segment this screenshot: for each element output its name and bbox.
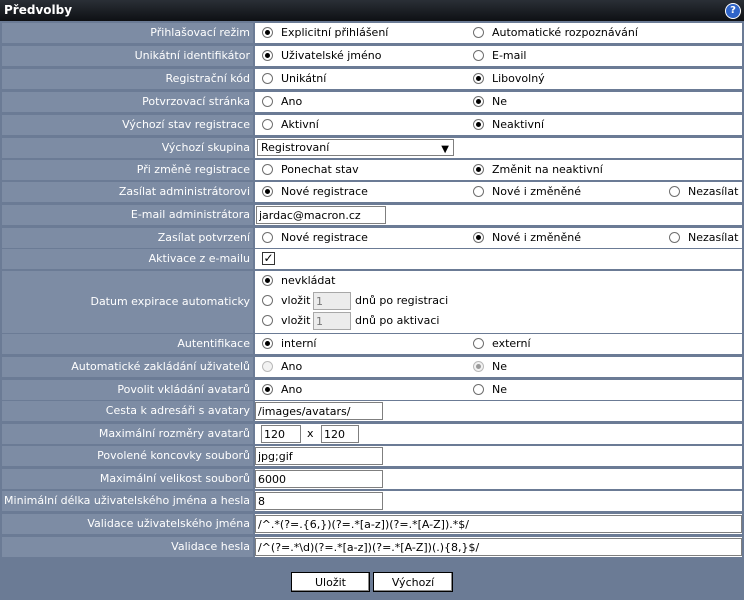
admin-email-input[interactable] xyxy=(256,206,386,224)
avatar-size-label: Maximální rozměry avatarů xyxy=(2,424,253,444)
login-mode-option-explicit: Explicitní přihlášení xyxy=(281,26,389,39)
login-mode-radio-auto[interactable] xyxy=(473,27,484,38)
password-validation-label: Validace hesla xyxy=(2,537,253,557)
send-confirm-radio-new[interactable] xyxy=(262,232,273,243)
file-ext-input[interactable] xyxy=(255,447,383,465)
allow-avatars-label: Povolit vkládání avatarů xyxy=(2,380,253,400)
login-mode-radio-explicit[interactable] xyxy=(262,27,273,38)
file-ext-field xyxy=(255,446,742,466)
reg-code-option-any: Libovolný xyxy=(492,72,545,85)
default-reg-state-option-active: Aktivní xyxy=(281,118,319,131)
file-ext-label: Povolené koncovky souborů xyxy=(2,446,253,466)
window-title: Předvolby xyxy=(4,3,73,17)
auto-create-field xyxy=(255,357,742,377)
send-confirm-option-new: Nové registrace xyxy=(281,231,368,244)
reg-code-radio-any[interactable] xyxy=(473,73,484,84)
reg-code-option-unique: Unikátní xyxy=(281,72,327,85)
send-admin-radio-new[interactable] xyxy=(262,186,273,197)
send-confirm-option-new-changed: Nové i změněné xyxy=(492,231,582,244)
confirm-page-option-yes: Ano xyxy=(281,95,303,108)
auto-create-radio-no[interactable] xyxy=(473,361,484,372)
help-icon[interactable]: ? xyxy=(725,3,741,19)
unique-id-field xyxy=(255,46,742,66)
reg-code-radio-unique[interactable] xyxy=(262,73,273,84)
default-group-label: Výchozí skupina xyxy=(2,138,253,158)
min-length-label: Minimální délka uživatelského jména a hesla xyxy=(2,491,253,511)
default-reg-state-label: Výchozí stav registrace xyxy=(2,115,253,135)
default-group-select[interactable] xyxy=(257,139,454,156)
send-confirm-radio-none[interactable] xyxy=(669,232,680,243)
confirm-page-radio-no[interactable] xyxy=(473,96,484,107)
auto-expiry-days-act-input[interactable] xyxy=(313,312,351,330)
allow-avatars-option-yes: Ano xyxy=(281,383,303,396)
admin-email-label: E-mail administrátora xyxy=(2,205,253,225)
default-group-field xyxy=(255,138,742,158)
chevron-down-icon: ▼ xyxy=(441,144,449,155)
password-validation-field xyxy=(255,537,742,557)
avatar-path-field xyxy=(255,401,742,421)
login-mode-label: Přihlašovací režim xyxy=(2,23,253,43)
admin-email-field xyxy=(255,205,742,225)
default-reg-state-radio-active[interactable] xyxy=(262,119,273,130)
authentication-radio-external[interactable] xyxy=(473,338,484,349)
password-validation-input[interactable] xyxy=(255,538,742,556)
on-reg-change-label: Při změně registrace xyxy=(2,160,253,180)
send-admin-option-new: Nové registrace xyxy=(281,185,368,198)
username-validation-input[interactable] xyxy=(255,515,742,533)
unique-id-option-username: Uživatelské jméno xyxy=(281,49,382,62)
auto-expiry-field xyxy=(255,271,742,333)
default-button[interactable]: Výchozí xyxy=(373,572,453,592)
allow-avatars-radio-yes[interactable] xyxy=(262,384,273,395)
on-reg-change-radio-deactivate[interactable] xyxy=(473,164,484,175)
auto-create-radio-yes[interactable] xyxy=(262,361,273,372)
send-confirm-option-none: Nezasílat xyxy=(688,231,739,244)
authentication-option-internal: interní xyxy=(281,337,317,350)
auto-expiry-label: Datum expirace automaticky xyxy=(2,271,253,333)
allow-avatars-radio-no[interactable] xyxy=(473,384,484,395)
min-length-field xyxy=(255,491,742,511)
max-file-size-label: Maximální velikost souborů xyxy=(2,469,253,489)
username-validation-field xyxy=(255,514,742,534)
min-length-input[interactable] xyxy=(255,492,383,510)
avatar-size-separator: x xyxy=(307,427,314,440)
reg-code-label: Registrační kód xyxy=(2,69,253,89)
allow-avatars-field xyxy=(255,380,742,400)
authentication-label: Autentifikace xyxy=(2,334,253,354)
avatar-height-input[interactable] xyxy=(321,425,359,443)
on-reg-change-field xyxy=(255,160,742,180)
avatar-path-label: Cesta k adresáři s avatary xyxy=(2,401,253,421)
auto-expiry-option-none: nevkládat xyxy=(281,274,336,287)
allow-avatars-option-no: Ne xyxy=(492,383,507,396)
reg-code-field xyxy=(255,69,742,89)
authentication-radio-internal[interactable] xyxy=(262,338,273,349)
auto-create-option-yes: Ano xyxy=(281,360,303,373)
email-activation-checkbox[interactable]: ✓ xyxy=(263,251,274,265)
save-button[interactable]: Uložit xyxy=(291,572,370,592)
login-mode-option-auto: Automatické rozpoznávání xyxy=(492,26,638,39)
on-reg-change-radio-keep[interactable] xyxy=(262,164,273,175)
send-admin-option-none: Nezasílat xyxy=(688,185,739,198)
default-group-value: Registrovaní xyxy=(261,141,330,154)
auto-expiry-radio-after-act[interactable] xyxy=(262,315,273,326)
send-confirm-radio-new-changed[interactable] xyxy=(473,232,484,243)
send-admin-radio-new-changed[interactable] xyxy=(473,186,484,197)
authentication-field xyxy=(255,334,742,354)
avatar-path-input[interactable] xyxy=(255,402,383,420)
email-activation-field xyxy=(255,249,742,269)
username-validation-label: Validace uživatelského jména xyxy=(2,514,253,534)
unique-id-label: Unikátní identifikátor xyxy=(2,46,253,66)
max-file-size-input[interactable] xyxy=(255,470,383,488)
send-admin-option-new-changed: Nové i změněné xyxy=(492,185,582,198)
send-admin-radio-none[interactable] xyxy=(669,186,680,197)
avatar-width-input[interactable] xyxy=(261,425,301,443)
on-reg-change-option-deactivate: Změnit na neaktivní xyxy=(492,163,603,176)
auto-expiry-after-act-text: dnů po aktivaci xyxy=(355,314,440,327)
unique-id-option-email: E-mail xyxy=(492,49,527,62)
auto-expiry-radio-none[interactable] xyxy=(262,275,273,286)
unique-id-radio-username[interactable] xyxy=(262,50,273,61)
on-reg-change-option-keep: Ponechat stav xyxy=(281,163,359,176)
email-activation-label: Aktivace z e-mailu xyxy=(2,249,253,269)
auto-expiry-radio-after-reg[interactable] xyxy=(262,295,273,306)
auto-expiry-option-insert-act: vložit xyxy=(281,314,311,327)
unique-id-radio-email[interactable] xyxy=(473,50,484,61)
send-admin-field xyxy=(255,182,742,202)
auto-expiry-option-insert-reg: vložit xyxy=(281,294,311,307)
confirm-page-field xyxy=(255,92,742,112)
default-reg-state-option-inactive: Neaktivní xyxy=(492,118,545,131)
avatar-size-field xyxy=(255,424,742,444)
auto-create-option-no: Ne xyxy=(492,360,507,373)
default-reg-state-radio-inactive[interactable] xyxy=(473,119,484,130)
send-confirm-label: Zasílat potvrzení xyxy=(2,228,253,248)
authentication-option-external: externí xyxy=(492,337,531,350)
auto-expiry-days-reg-input[interactable] xyxy=(313,292,351,310)
send-confirm-field xyxy=(255,228,742,248)
auto-create-label: Automatické zakládání uživatelů xyxy=(2,357,253,377)
confirm-page-radio-yes[interactable] xyxy=(262,96,273,107)
login-mode-field xyxy=(255,23,742,43)
window-titlebar xyxy=(0,0,744,21)
max-file-size-field xyxy=(255,469,742,489)
confirm-page-option-no: Ne xyxy=(492,95,507,108)
default-reg-state-field xyxy=(255,115,742,135)
send-admin-label: Zasílat administrátorovi xyxy=(2,182,253,202)
confirm-page-label: Potvrzovací stránka xyxy=(2,92,253,112)
auto-expiry-after-reg-text: dnů po registraci xyxy=(355,294,449,307)
